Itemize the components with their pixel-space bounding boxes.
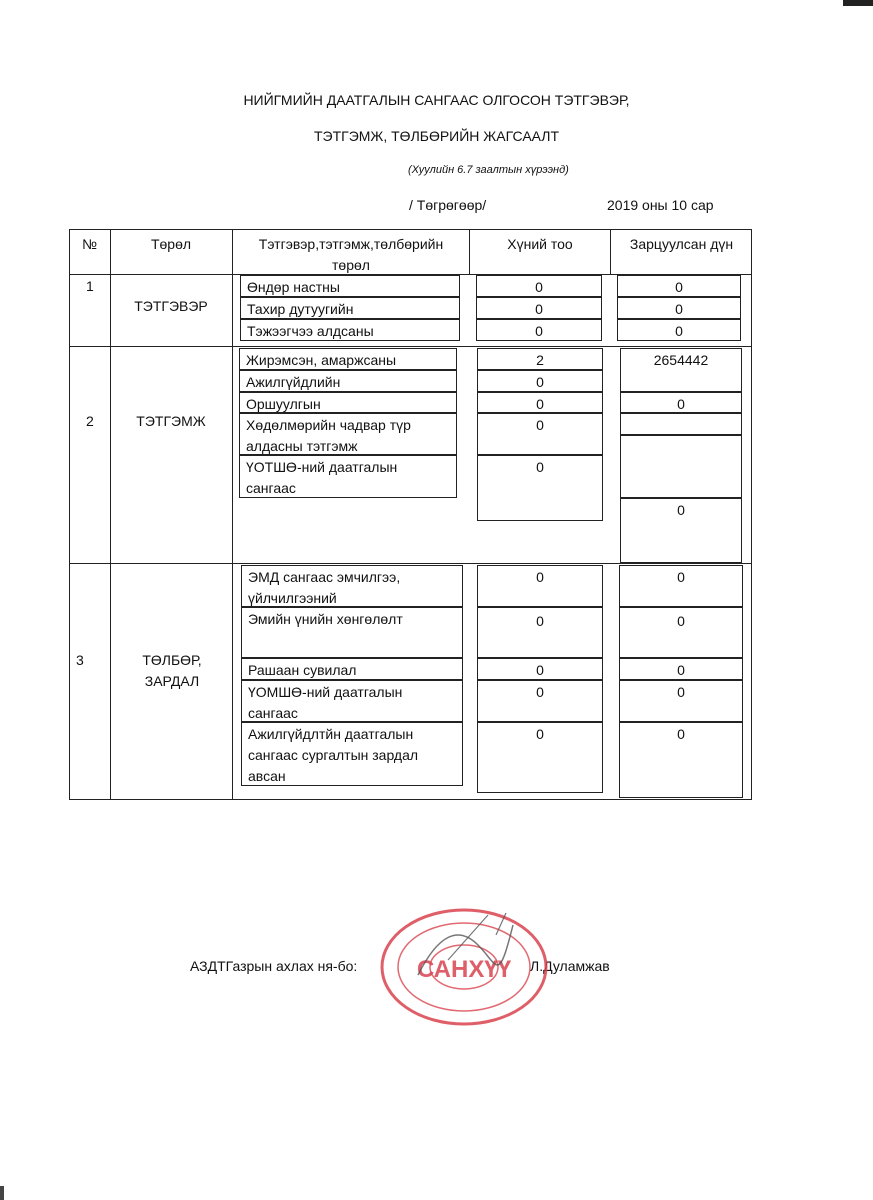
scan-edge-mark — [843, 0, 873, 6]
document-title-line1: НИЙГМИЙН ДААТГАЛЫН САНГААС ОЛГОСОН ТЭТГЭВЭР, — [243, 92, 630, 108]
item-amount: 0 — [617, 319, 741, 341]
item-count: 0 — [477, 722, 603, 793]
item-amount: 2654442 — [620, 348, 742, 392]
item-count: 0 — [477, 565, 603, 607]
item-amount: 0 — [619, 565, 743, 607]
item-name: Жирэмсэн, амаржсаны — [239, 348, 457, 370]
item-amount: 0 — [619, 722, 743, 798]
item-amount: 0 — [619, 680, 743, 722]
group-1-type: ТЭТГЭВЭР — [134, 298, 208, 314]
item-name: Өндөр настны — [240, 275, 460, 297]
item-name: Ажилгүйдлтйн даатгалын сангаас сургалтын зардал авсан — [241, 722, 463, 786]
item-count: 0 — [477, 413, 603, 455]
item-count: 0 — [477, 392, 603, 413]
item-name: Тахир дутуугийн — [240, 297, 460, 319]
item-amount — [620, 435, 742, 498]
item-count: 0 — [477, 680, 603, 722]
group-1-number: 1 — [86, 278, 94, 294]
item-name: Хөдөлмөрийн чадвар түр алдасны тэтгэмж — [239, 413, 457, 455]
item-name: Тэжээгчээ алдсаны — [240, 319, 460, 341]
col-header-no: № — [81, 236, 98, 252]
group-2-number: 2 — [86, 413, 94, 429]
item-name: Эмийн үнийн хөнгөлөлт — [241, 607, 463, 658]
item-name: ҮОТШӨ-ний даатгалын сангаас — [239, 455, 457, 498]
row-divider — [69, 563, 752, 564]
item-count: 0 — [476, 275, 602, 297]
col-divider — [232, 229, 233, 800]
item-amount: 0 — [620, 392, 742, 413]
law-reference: (Хуулийн 6.7 заалтын хүрээнд) — [408, 164, 569, 176]
signatory-title: АЗДТГазрын ахлах ня-бо: — [190, 958, 358, 974]
signatory-name: Л.Дуламжав — [530, 958, 610, 974]
item-count: 0 — [477, 607, 603, 658]
item-count: 0 — [477, 455, 603, 521]
item-name: Оршуулгын — [239, 392, 457, 413]
col-header-subtype: Тэтгэвэр,тэтгэмж,төлбөрийн төрөл — [258, 236, 444, 273]
item-amount: 0 — [620, 498, 742, 563]
item-count: 0 — [476, 297, 602, 319]
official-stamp — [378, 905, 550, 1030]
document-title-line2: ТЭТГЭМЖ, ТӨЛБӨРИЙН ЖАГСААЛТ — [313, 128, 560, 144]
col-header-count: Хүний тоо — [507, 236, 573, 252]
item-name: ЭМД сангаас эмчилгээ, үйлчилгээний — [241, 565, 463, 607]
scan-corner-mark — [0, 1186, 4, 1200]
col-header-type: Төрөл — [150, 236, 192, 252]
item-amount — [620, 413, 742, 435]
item-count: 0 — [476, 319, 602, 341]
unit-label: / Төгрөгөөр/ — [409, 197, 487, 213]
item-amount: 0 — [619, 658, 743, 680]
group-2-type: ТЭТГЭМЖ — [136, 413, 206, 429]
group-3-number: 3 — [76, 652, 84, 668]
col-header-amount: Зарцуулсан дүн — [629, 236, 734, 252]
item-name: Рашаан сувилал — [241, 658, 463, 680]
item-count: 0 — [477, 370, 603, 392]
item-count: 2 — [477, 348, 603, 370]
group-3-type: ТӨЛБӨР, ЗАРДАЛ — [142, 652, 202, 689]
item-count: 0 — [477, 658, 603, 680]
item-amount: 0 — [617, 275, 741, 297]
item-name: ҮОМШӨ-ний даатгалын сангаас — [241, 680, 463, 722]
item-amount: 0 — [617, 297, 741, 319]
item-name: Ажилгүйдлийн — [239, 370, 457, 392]
handwritten-signature — [448, 913, 506, 960]
stamp-text: САНХҮҮ — [416, 956, 512, 983]
period-label: 2019 оны 10 сар — [607, 197, 714, 213]
row-divider — [69, 346, 752, 347]
item-amount: 0 — [619, 607, 743, 658]
